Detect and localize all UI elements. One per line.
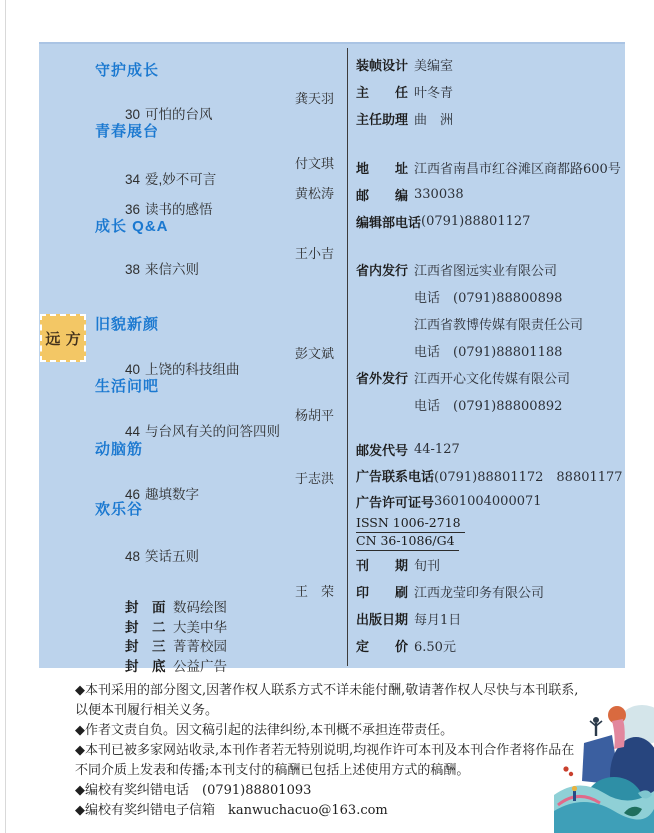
masthead-row — [356, 181, 624, 208]
cover-title: 菁菁校园 — [173, 639, 228, 654]
masthead-value: 6.50元 — [414, 640, 456, 655]
masthead-row — [356, 105, 624, 132]
masthead-label: 定 价 — [356, 639, 409, 654]
masthead-value: 电话 (0791)88800892 — [414, 399, 563, 414]
toc-entry-page: 30 — [125, 107, 141, 122]
toc-entry-page: 46 — [125, 487, 141, 502]
masthead-label: 邮 编 — [356, 188, 409, 203]
toc-entry-title: 趣填数字 — [145, 487, 200, 502]
masthead-label: 广告联系电话 — [356, 468, 435, 484]
yuanfang-badge: 远 方 — [40, 314, 86, 362]
issn-cn-block — [356, 515, 465, 551]
toc-entry-author: 付文琪 — [295, 157, 335, 172]
cn-number: CN 36-1086/G4 — [356, 533, 459, 551]
masthead-value: 江西龙莹印务有限公司 — [414, 586, 545, 601]
masthead-value: 44-127 — [414, 441, 460, 457]
masthead-row — [356, 78, 624, 105]
masthead-value: 每月1日 — [414, 613, 462, 628]
toc-entry-title: 上饶的科技组曲 — [145, 362, 240, 377]
masthead-value: 江西省教博传媒有限责任公司 — [414, 318, 584, 333]
masthead-value: 3601004000071 — [434, 493, 542, 509]
column-divider — [347, 48, 348, 666]
masthead-label: 刊 期 — [356, 558, 409, 573]
masthead-label: 印 刷 — [356, 585, 409, 600]
masthead-row — [356, 391, 624, 418]
masthead-row — [356, 462, 624, 488]
cover-label: 封 面 — [125, 600, 166, 615]
toc-entry-title: 爱,妙不可言 — [145, 172, 217, 187]
toc-entry-author: 彭文斌 — [295, 347, 335, 362]
masthead-label: 编辑部电话 — [356, 215, 422, 230]
toc-section-label: 守护成长 — [95, 62, 160, 79]
toc-entry-title: 笑话五则 — [145, 549, 200, 564]
masthead-label: 装帧设计 — [356, 58, 409, 73]
masthead-distribution-group — [356, 256, 624, 418]
masthead-value: (0791)88801172 88801177 — [434, 469, 623, 485]
note-line: ◆编校有奖纠错电子信箱 kanwuchacuo@163.com — [75, 803, 388, 818]
toc-section-label: 生活问吧 — [95, 378, 160, 395]
contents-panel — [39, 42, 625, 674]
toc-entry-page: 48 — [125, 549, 141, 564]
toc-entry-author: 于志洪 — [295, 472, 335, 487]
masthead-row — [356, 337, 624, 364]
toc-entry-page: 44 — [125, 424, 141, 439]
masthead-label: 广告许可证号 — [356, 494, 435, 510]
masthead-row — [356, 632, 624, 659]
masthead-contact-group — [356, 154, 624, 235]
masthead-value: 美编室 — [414, 59, 454, 74]
decorative-illustration — [554, 693, 654, 833]
note-line: 以便本刊履行相关义务。 — [75, 703, 219, 718]
cover-label: 封 三 — [125, 639, 166, 654]
masthead-row — [356, 578, 624, 605]
toc-section-label: 旧貌新颜 — [95, 316, 160, 333]
cover-label: 封 二 — [125, 620, 166, 635]
toc-section-label: 欢乐谷 — [95, 501, 144, 518]
cover-title: 大美中华 — [173, 620, 228, 635]
toc-section-label: 青春展台 — [95, 123, 160, 140]
masthead-value: 电话 (0791)88800898 — [414, 291, 563, 306]
masthead-row — [356, 310, 624, 337]
masthead — [356, 44, 624, 670]
note-line: ◆编校有奖纠错电话 (0791)88801093 — [75, 783, 312, 798]
note-line: ◆本刊采用的部分图文,因著作权人联系方式不详未能付酬,敬请著作权人尽快与本刊联系, — [75, 683, 579, 698]
masthead-row — [356, 154, 624, 181]
masthead-label: 主 任 — [356, 85, 409, 100]
masthead-value: 江西省南昌市红谷滩区商都路600号 — [414, 162, 621, 177]
masthead-label: 地 址 — [356, 161, 409, 176]
masthead-value: (0791)88801127 — [421, 214, 531, 229]
toc-section-label: 动脑筋 — [95, 441, 144, 458]
masthead-row — [356, 488, 624, 514]
masthead-value: 旬刊 — [414, 559, 441, 574]
masthead-label: 主任助理 — [356, 112, 409, 127]
masthead-row — [356, 436, 624, 462]
toc-entry — [95, 243, 347, 308]
masthead-codes-group — [356, 436, 624, 514]
masthead-row — [356, 256, 624, 283]
masthead-value: 330038 — [414, 187, 464, 202]
masthead-row — [356, 208, 624, 235]
cover-author: 王 荣 — [295, 585, 335, 600]
toc-entry-title: 来信六则 — [145, 262, 200, 277]
masthead-label: 出版日期 — [356, 612, 409, 627]
toc-entry-author: 杨胡平 — [295, 409, 335, 424]
masthead-value: 江西省图远实业有限公司 — [414, 264, 558, 279]
masthead-label: 省外发行 — [356, 371, 409, 386]
masthead-row — [356, 51, 624, 78]
toc-entry-page: 36 — [125, 202, 141, 217]
masthead-label: 邮发代号 — [356, 442, 409, 458]
cover-label: 封 底 — [125, 659, 166, 674]
page-left-edge-line — [5, 0, 6, 833]
footer-notes — [75, 681, 620, 821]
masthead-publication-group — [356, 551, 624, 659]
masthead-staff-group — [356, 51, 624, 132]
toc-entry-page: 40 — [125, 362, 141, 377]
masthead-row — [356, 364, 624, 391]
toc-entry-author: 王小吉 — [295, 247, 335, 262]
masthead-value: 江西开心文化传媒有限公司 — [414, 372, 571, 387]
masthead-label: 省内发行 — [356, 263, 409, 278]
toc-entry-page: 34 — [125, 172, 141, 187]
toc-entry-author: 龚天羽 — [295, 92, 335, 107]
toc-entry-title: 可怕的台风 — [145, 107, 213, 122]
masthead-value: 叶冬青 — [414, 86, 454, 101]
masthead-row — [356, 551, 624, 578]
masthead-row — [356, 605, 624, 632]
toc-entry-page: 38 — [125, 262, 141, 277]
cover-title: 数码绘图 — [173, 600, 228, 615]
toc-entry-title: 读书的感悟 — [145, 202, 213, 217]
toc-section-label: 成长 Q&A — [95, 218, 169, 235]
note-line: 不同介质上发表和传播;本刊支付的稿酬已包括上述使用方式的稿酬。 — [75, 763, 470, 778]
note-line: ◆本刊已被多家网站收录,本刊作者若无特别说明,均视作许可本刊及本刊合作者将作品在 — [75, 743, 575, 758]
note-line: ◆作者文责自负。因文稿引起的法律纠纷,本刊概不承担连带责任。 — [75, 723, 454, 738]
issn-number: ISSN 1006-2718 — [356, 515, 465, 533]
masthead-value: 曲 洲 — [414, 113, 454, 128]
masthead-row — [356, 283, 624, 310]
toc-entry-title: 与台风有关的问答四则 — [145, 424, 281, 439]
masthead-value: 电话 (0791)88801188 — [414, 345, 563, 360]
cover-title: 公益广告 — [173, 659, 228, 674]
toc-entry-author: 黄松涛 — [295, 187, 335, 202]
